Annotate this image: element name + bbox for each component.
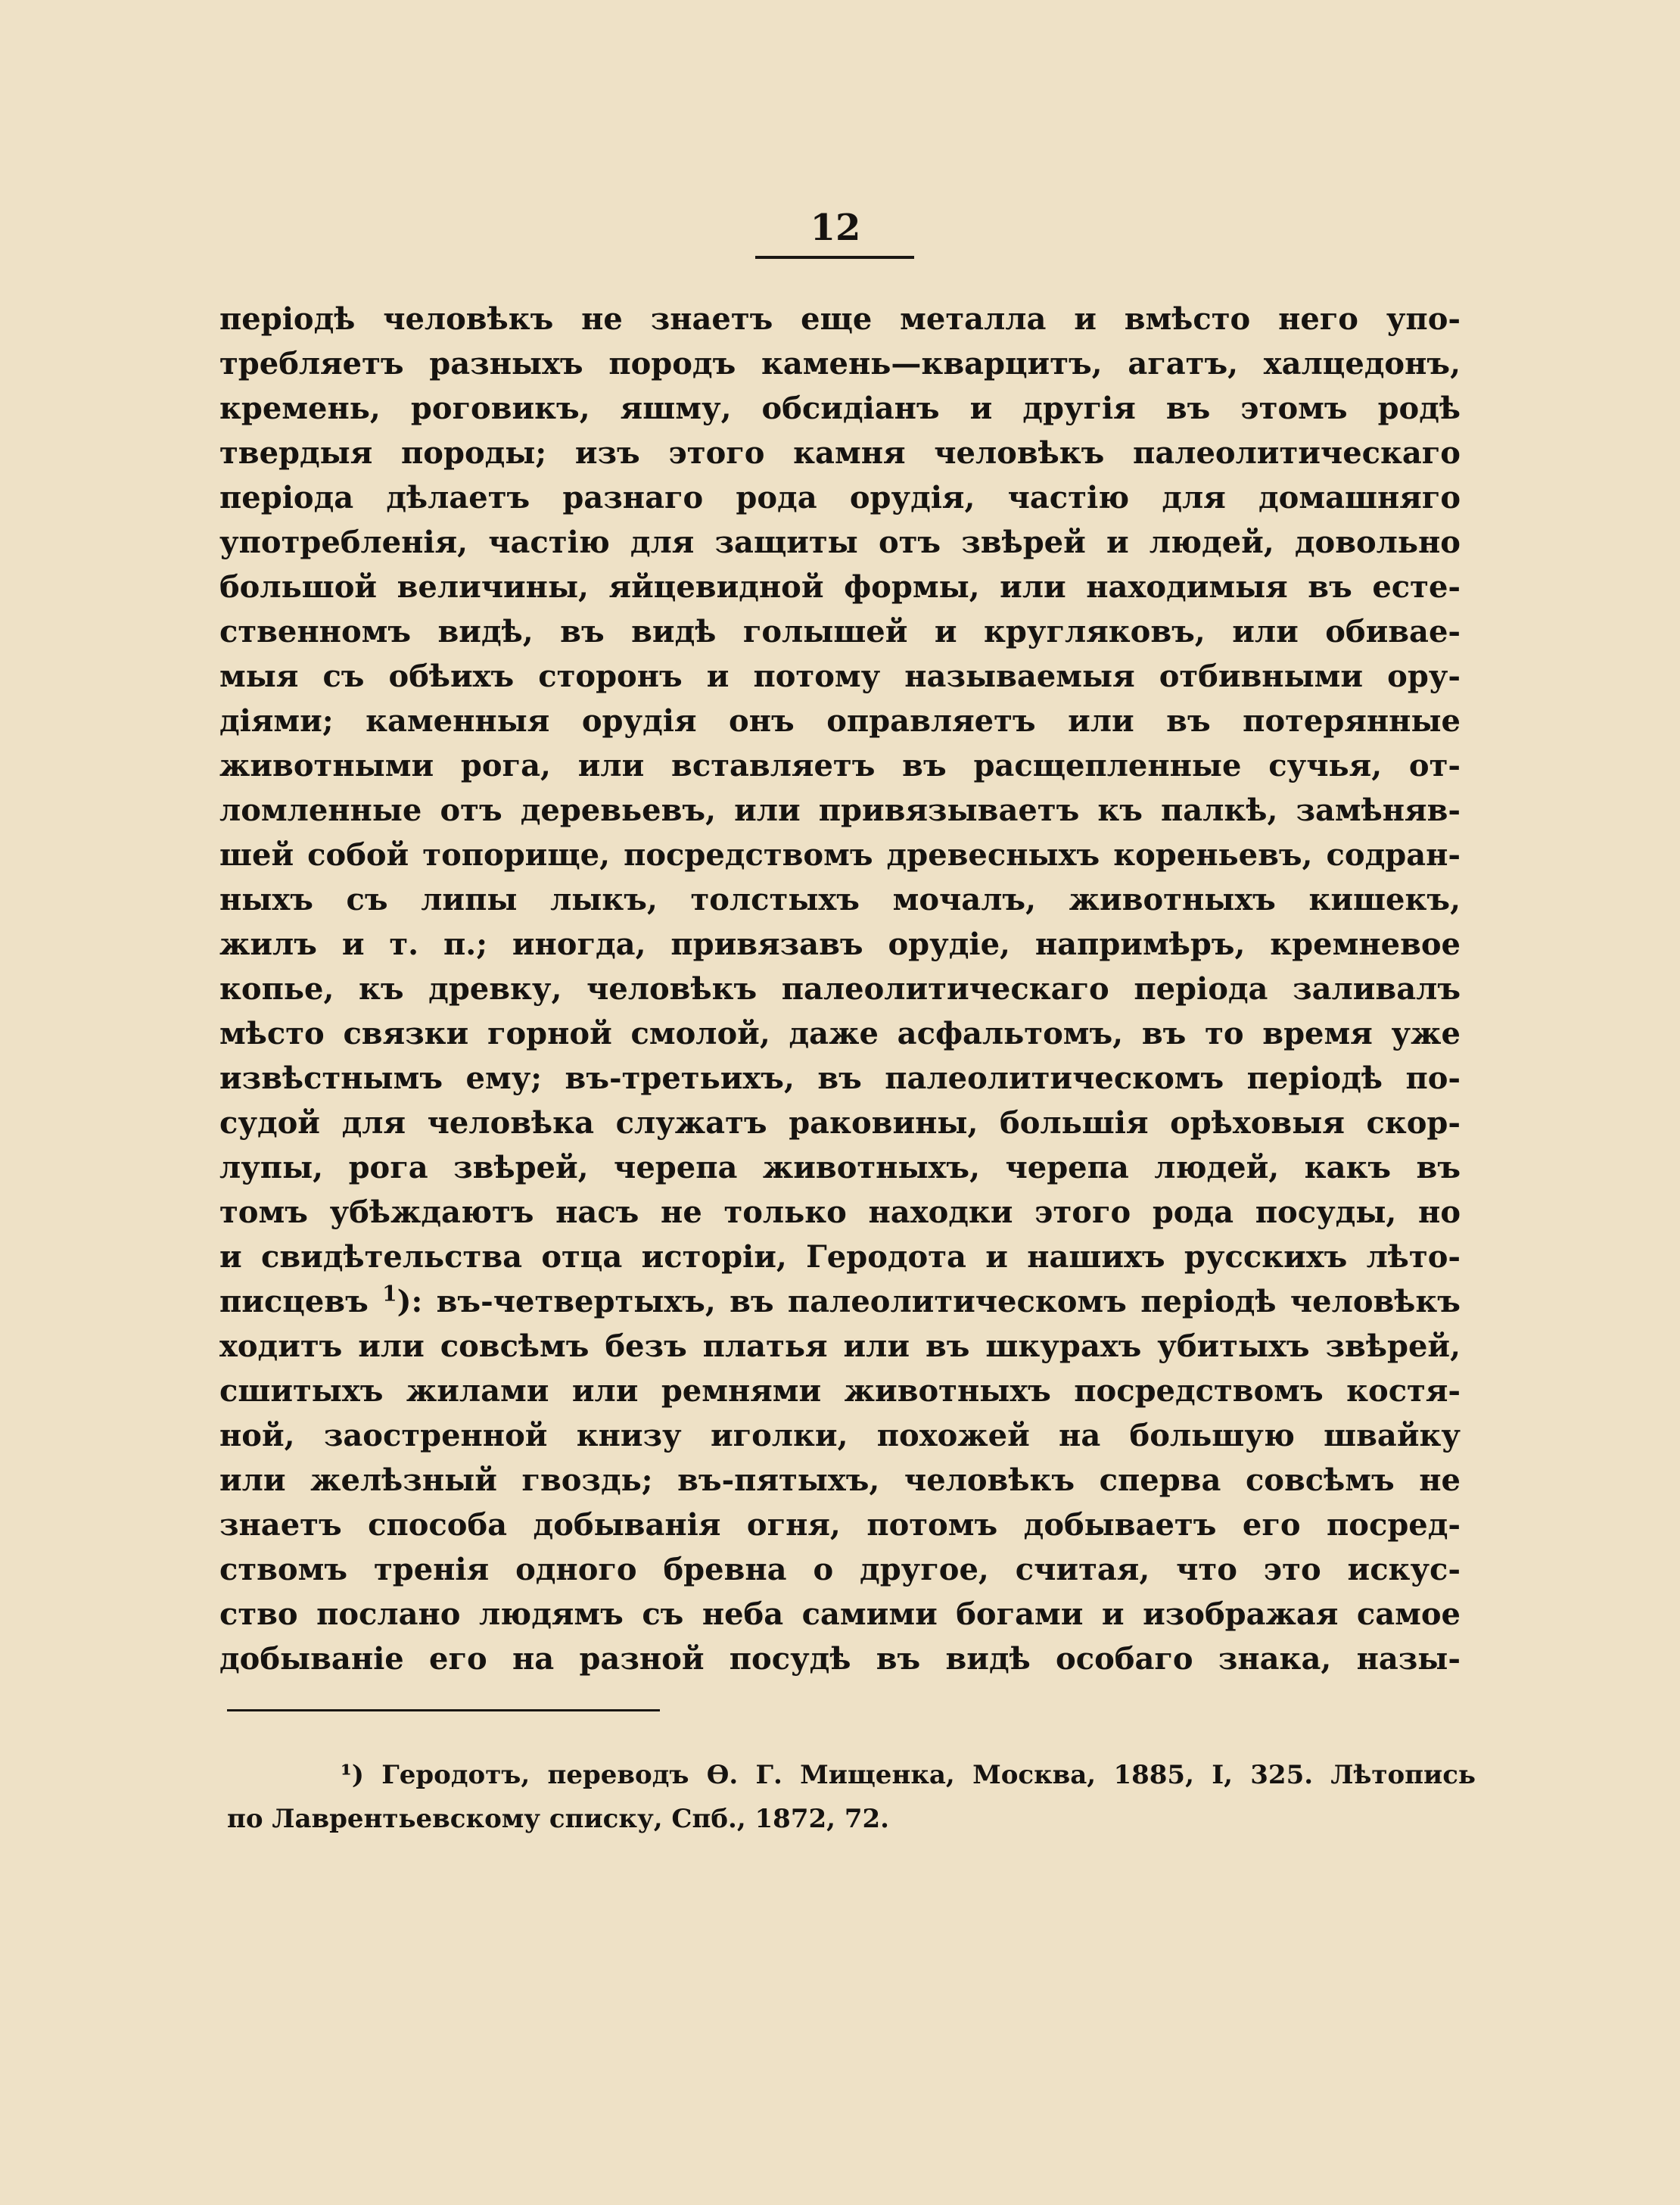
text-line: животными рога, или вставляетъ въ расщепленные сучья, от-	[219, 748, 1461, 783]
text-line: ствомъ тренія одного бревна о другое, считая, что это искус-	[219, 1552, 1461, 1587]
text-line: діями; каменныя орудія онъ оправляетъ или въ потерянные	[219, 703, 1461, 739]
text-line: ственномъ видѣ, въ видѣ голышей и кругляковъ, или обивае-	[219, 614, 1461, 649]
text-line: или желѣзный гвоздь; въ-пятыхъ, человѣкъ сперва совсѣмъ не	[219, 1462, 1461, 1498]
footnote-line: по Лаврентьевскому списку, Спб., 1872, 72.	[227, 1804, 889, 1834]
text-line: судой для человѣка служатъ раковины, большія орѣховыя скор-	[219, 1105, 1461, 1141]
footnote-reference[interactable]: 1	[382, 1281, 397, 1306]
text-line: кремень, роговикъ, яшму, обсидіанъ и другія въ этомъ родѣ	[219, 391, 1461, 426]
footnote-line: ¹) Геродотъ, переводъ Ѳ. Г. Мищенка, Москва, 1885, I, 325. Лѣтопись	[341, 1760, 1476, 1790]
text-line: ходитъ или совсѣмъ безъ платья или въ шкурахъ убитыхъ звѣрей,	[219, 1328, 1461, 1364]
text-line: періодѣ человѣкъ не знаетъ еще металла и вмѣсто него упо-	[219, 301, 1461, 337]
text-line: большой величины, яйцевидной формы, или находимыя въ есте-	[219, 569, 1461, 605]
text-line: копье, къ древку, человѣкъ палеолитическаго періода заливалъ	[219, 971, 1461, 1007]
text-line: томъ убѣждаютъ насъ не только находки этого рода посуды, но	[219, 1194, 1461, 1230]
text-line: и свидѣтельства отца исторіи, Геродота и нашихъ русскихъ лѣто-	[219, 1239, 1461, 1275]
text-line: ство послано людямъ съ неба самими богами и изображая самое	[219, 1596, 1461, 1632]
footnotes	[227, 1753, 1476, 1841]
text-line: ныхъ съ липы лыкъ, толстыхъ мочалъ, животныхъ кишекъ,	[219, 882, 1461, 917]
page-number-rule	[755, 256, 914, 259]
page-number: 12	[810, 207, 861, 249]
text-line: мыя съ обѣихъ сторонъ и потому называемыя отбивными ору-	[219, 659, 1461, 694]
footnote-separator	[227, 1709, 660, 1711]
text-line: употребленія, частію для защиты отъ звѣрей и людей, довольно	[219, 525, 1461, 560]
text-line: жилъ и т. п.; иногда, привязавъ орудіе, напримѣръ, кремневое	[219, 927, 1461, 962]
text-line: мѣсто связки горной смолой, даже асфальтомъ, въ то время уже	[219, 1016, 1461, 1051]
text-line: добываніе его на разной посудѣ въ видѣ особаго знака, назы-	[219, 1641, 1461, 1677]
text-line: извѣстнымъ ему; въ-третьихъ, въ палеолитическомъ періодѣ по-	[219, 1060, 1461, 1096]
text-line: требляетъ разныхъ породъ камень—кварцитъ, агатъ, халцедонъ,	[219, 346, 1461, 382]
text-line: сшитыхъ жилами или ремнями животныхъ посредствомъ костя-	[219, 1373, 1461, 1409]
text-line: лупы, рога звѣрей, черепа животныхъ, черепа людей, какъ въ	[219, 1150, 1461, 1185]
text-line: ной, заостренной книзу иголки, похожей на большую швайку	[219, 1418, 1461, 1453]
text-line: писцевъ $^1$): въ-четвертыхъ, въ палеолитическомъ періодѣ человѣкъ	[219, 1281, 1461, 1319]
text-line: періода дѣлаетъ разнаго рода орудія, частію для домашняго	[219, 480, 1461, 515]
text-line: знаетъ способа добыванія огня, потомъ добываетъ его посред-	[219, 1507, 1461, 1543]
text-line: шей собой топорище, посредствомъ древесныхъ кореньевъ, содран-	[219, 837, 1461, 873]
body-text	[219, 297, 1461, 1681]
text-line: ломленные отъ деревьевъ, или привязываетъ къ палкѣ, замѣняв-	[219, 793, 1461, 828]
text-line: твердыя породы; изъ этого камня человѣкъ палеолитическаго	[219, 435, 1461, 471]
